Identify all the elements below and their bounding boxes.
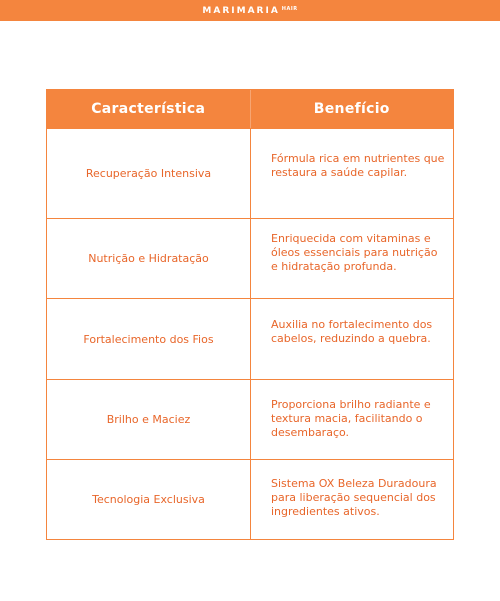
table-row [47,128,453,218]
feature-cell: Recuperação Intensiva [85,167,212,180]
feature-benefit-table [46,89,454,540]
table-row [47,459,453,539]
benefit-cell: Auxilia no fortalecimento dos cabelos, reduzindo a quebra. [250,299,453,379]
benefit-cell: Sistema OX Beleza Duradoura para liberação sequencial dos ingredientes ativos. [250,460,453,539]
brand-sup: HAIR [281,5,298,12]
feature-cell: Fortalecimento dos Fios [83,332,214,346]
brand-name: MARIMARIA [202,5,280,16]
benefit-cell: Fórmula rica em nutrientes que restaura a saúde capilar. [250,129,453,218]
header-feature: Característica [91,101,206,117]
benefit-cell: Proporciona brilho radiante e textura macia, facilitando o desembaraço. [250,380,453,459]
table-row [47,298,453,379]
table-row [47,379,453,459]
feature-cell: Nutrição e Hidratação [88,252,209,265]
brand-logo [202,6,297,16]
header-benefit: Benefício [250,90,454,128]
brand-header [0,0,500,21]
table-row [47,218,453,298]
feature-cell: Tecnologia Exclusiva [92,493,205,506]
benefit-cell: Enriquecida com vitaminas e óleos essenciais para nutrição e hidratação profunda. [250,219,453,298]
feature-cell: Brilho e Maciez [106,413,191,426]
table-header [47,90,453,128]
